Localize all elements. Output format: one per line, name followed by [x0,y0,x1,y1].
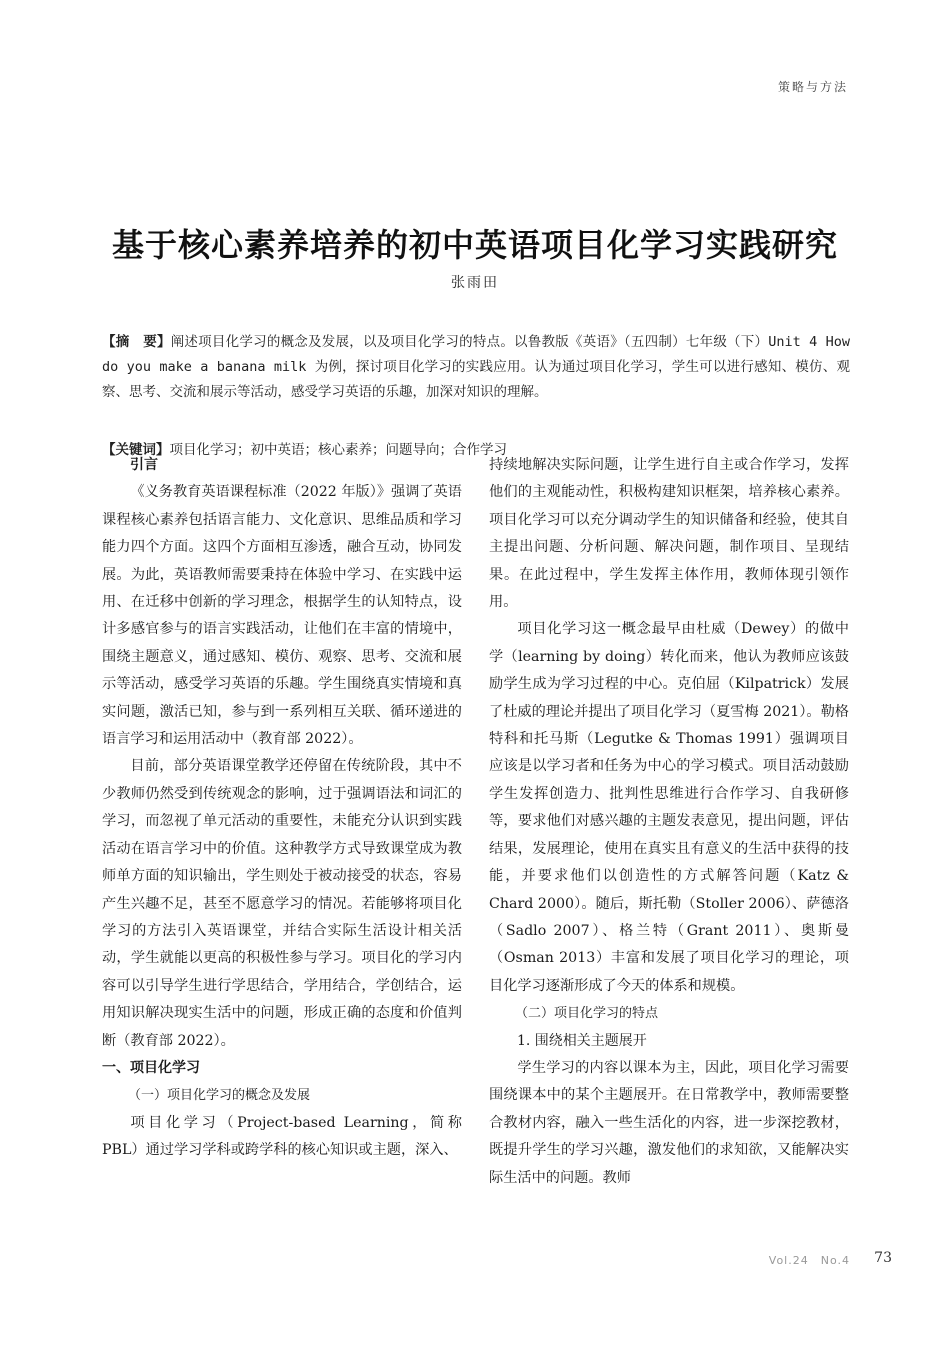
point-1-paragraph: 学生学习的内容以课本为主，因此，项目化学习需要围绕课本中的某个主题展开。在日常教学中，教师需要整合教材内容，融入一些生活化的内容，进一步深挖教材，既提升学生的学习兴趣，激发他们的求知欲，又能解决实际生活中的问题。教师 [489,1059,849,1186]
intro-heading: 引言 [130,457,158,473]
subsection-2-heading: （二）项目化学习的特点 [515,1006,659,1022]
abstract [102,330,850,405]
subsection-1-heading: （一）项目化学习的概念及发展 [128,1088,311,1104]
author-name: 张雨田 [451,275,499,291]
point-1-heading: 1. 围绕相关主题展开 [517,1032,647,1049]
volume-info: Vol.24 No.4 [768,1254,850,1267]
right-column [489,452,849,1192]
keywords-label: 【关键词】 [102,442,170,458]
intro-paragraph-1: 《义务教育英语课程标准（2022 年版）》强调了英语课程核心素养包括语言能力、文化意识、思维品质和学习能力四个方面。这四个方面相互渗透，融合互动，协同发展。为此，英语教师需要秉持在体验中学习、在实践中运用、在迁移中创新的学习理念，根据学生的认知特点，设计多感官参与的语言实践活动，让他们在丰富的情境中，围绕主题意义，通过感知、模仿、观察、思考、交流和展示等活动，感受学习英语的乐趣。学生围绕真实情境和真实问题，激活已知，参与到一系列相互关联、循环递进的语言学习和运用活动中（教育部 2022）。 [102,484,462,748]
left-column [102,452,462,1165]
section-1-heading: 一、项目化学习 [102,1059,200,1076]
subsection-1-paragraph-2: 项目化学习这一概念最早由杜威（Dewey）的做中学（learning by doing）转化而来，他认为教师应该鼓励学生成为学习过程的中心。克伯屈（Kilpatrick）发展了杜威的理论并提出了项目化学习（夏雪梅 2021）。勒格特科和托马斯（Legutke & Thomas 1991）强调项目应该是以学习者和任务为中心的学习模式。项目活动鼓励学生发挥创造力、批判性思维进行合作学习、自我研修等，要求他们对感兴趣的主题发表意见，提出问题，评估结果，发展理论，使用在真实且有意义的生活中获得的技能，并要求他们以创造性的方式解答问题（Katz & Chard 2000）。随后，斯托勒（Stoller 2006）、萨德洛（Sadlo 2007）、格兰特（Grant 2011）、奥斯曼（Osman 2013）丰富和发展了项目化学习的理论，项目化学习逐渐形成了今天的体系和规模。 [489,621,849,994]
subsection-1-paragraph-1-start: 项目化学习（Project-based Learning，简称 PBL）通过学习学科或跨学科的核心知识或主题，深入、 [102,1114,462,1159]
subsection-1-paragraph-1-cont: 持续地解决实际问题，让学生进行自主或合作学习，发挥他们的主观能动性，积极构建知识框架，培养核心素养。项目化学习可以充分调动学生的知识储备和经验，使其自主提出问题、分析问题、解决问题，制作项目、呈现结果。在此过程中，学生发挥主体作用，教师体现引领作用。 [489,457,849,611]
page-title: 基于核心素养培养的初中英语项目化学习实践研究 [111,226,838,264]
abstract-label: 【摘 要】 [102,334,171,350]
keywords-text: 项目化学习；初中英语；核心素养；问题导向；合作学习 [169,442,507,458]
abstract-text: 阐述项目化学习的概念及发展，以及项目化学习的特点。以鲁教版《英语》（五四制）七年级（下）Unit 4 How do you make a banana milk 为例，探讨项目化学习的实践应用。认为通过项目化学习，学生可以进行感知、模仿、观察、思考、交流和展示等活动，感受学习英语的乐趣，加深对知识的理解。 [102,334,851,400]
page-number: 73 [874,1250,892,1266]
intro-paragraph-2: 目前，部分英语课堂教学还停留在传统阶段，其中不少教师仍然受到传统观念的影响，过于强调语法和词汇的学习，而忽视了单元活动的重要性，未能充分认识到实践活动在语言学习中的价值。这种教学方式导致课堂成为教师单方面的知识输出，学生则处于被动接受的状态，容易产生兴趣不足，甚至不愿意学习的情况。若能够将项目化学习的方法引入英语课堂，并结合实际生活设计相关活动，学生就能以更高的积极性参与学习。项目化的学习内容可以引导学生进行学思结合，学用结合，学创结合，运用知识解决现实生活中的问题，形成正确的态度和价值判断（教育部 2022）。 [102,758,462,1049]
section-tag: 策略与方法 [777,80,848,94]
